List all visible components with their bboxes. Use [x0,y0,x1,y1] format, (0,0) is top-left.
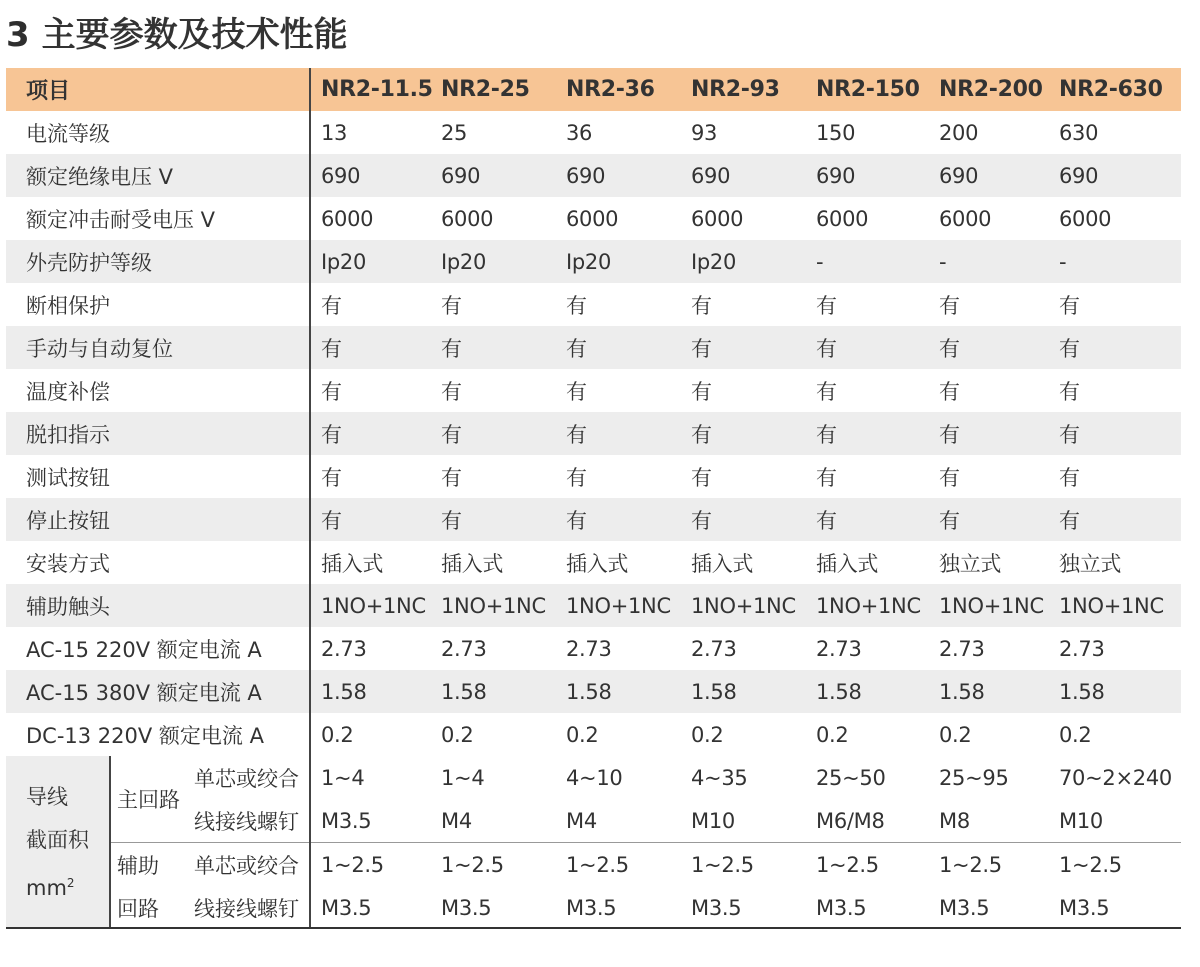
table-cell: 有 [310,369,435,412]
table-cell: 1.58 [685,670,810,713]
table-cell: 有 [560,498,685,541]
row-label: AC-15 220V 额定电流 A [26,637,262,662]
table-cell: Ip20 [435,240,560,283]
table-cell: 有 [939,465,960,490]
table-cell: 插入式 [441,551,504,576]
section-number: 3 [6,15,30,55]
wire-label-line-3 [26,862,109,910]
table-cell: 有 [310,455,435,498]
table-cell: 690 [685,154,810,197]
table-cell: 1NO+1NC [685,584,810,627]
table-cell: 有 [441,379,462,404]
table-cell: 有 [933,326,1053,369]
table-cell: 有 [810,498,933,541]
table-cell: 2.73 [566,636,612,661]
table-cell: 有 [560,326,685,369]
table-cell: 1.58 [1053,670,1181,713]
table-cell: 690 [310,154,435,197]
wire-label-line-2: 截面积 [26,827,89,852]
table-cell: 有 [685,326,810,369]
table-cell: 25 [441,120,468,145]
table-cell: 1.58 [560,670,685,713]
header-row [6,68,1181,111]
table-cell: 1NO+1NC [1053,584,1181,627]
table-cell: 6000 [1059,206,1112,231]
wire-row-label: 单芯或绞合 [188,843,310,887]
row-label: AC-15 380V 额定电流 A [6,670,310,713]
wire-row-label: 线接线螺钉 [194,896,299,921]
row-label: 额定冲击耐受电压 V [26,207,216,232]
table-cell: 1~2.5 [933,843,1053,887]
table-cell: 2.73 [441,636,487,661]
header-model-3: NR2-36 [560,68,685,111]
main-circuit-label: 主回路 [110,756,188,843]
row-label: 脱扣指示 [6,412,310,455]
table-cell: M3.5 [691,895,742,920]
table-cell: 690 [435,154,560,197]
table-row [6,326,1181,369]
wire-group-label [6,756,110,929]
header-model-2: NR2-25 [435,68,560,111]
table-cell: 4~10 [566,765,623,790]
table-cell: 1NO+1NC [560,584,685,627]
table-cell: M3.5 [1059,895,1110,920]
table-cell: 1.58 [810,670,933,713]
table-cell: 有 [691,465,712,490]
table-cell: 4~35 [691,765,748,790]
table-cell: 1NO+1NC [810,584,933,627]
table-cell: 插入式 [691,551,754,576]
table-row [6,455,1181,498]
table-cell: 插入式 [816,551,879,576]
table-row [6,412,1181,455]
table-cell: M10 [691,808,735,833]
table-row [6,369,1181,412]
table-cell: 13 [310,111,435,154]
table-cell: 有 [816,293,837,318]
table-row [6,541,1181,584]
section-title: 主要参数及技术性能 [41,15,348,55]
table-cell: 有 [810,412,933,455]
table-cell: 有 [435,412,560,455]
table-cell: 690 [1053,154,1181,197]
table-cell: 25~95 [939,765,1009,790]
table-cell: 有 [685,498,810,541]
table-cell: 有 [816,465,837,490]
table-cell: 0.2 [691,722,724,747]
table-cell: M3.5 [939,895,990,920]
table-cell: 6000 [691,206,744,231]
table-cell: Ip20 [685,240,810,283]
table-cell: 独立式 [939,551,1002,576]
specs-table-body [6,68,1181,929]
row-label: 手动与自动复位 [6,326,310,369]
table-cell: 有 [441,465,462,490]
table-cell: M4 [566,808,597,833]
wire-row-label: 单芯或绞合 [194,766,299,791]
row-label: 安装方式 [26,551,110,576]
wire-row-label: 线接线螺钉 [194,809,299,834]
table-cell: 有 [441,293,462,318]
table-cell: 6000 [939,206,992,231]
table-cell: 690 [810,154,933,197]
table-row [6,283,1181,326]
wire-row [6,886,1181,929]
table-cell: 2.73 [691,636,737,661]
table-cell: 0.2 [310,713,435,756]
table-cell: 2.73 [1059,636,1105,661]
wire-unit-superscript: 2 [66,875,75,890]
table-cell: 1.58 [435,670,560,713]
table-cell: 插入式 [310,541,435,584]
row-label: 电流等级 [26,121,110,146]
table-row [6,713,1181,756]
table-row [6,240,1181,283]
table-row [6,197,1181,240]
table-cell: 6000 [816,206,869,231]
table-cell: 有 [310,326,435,369]
table-cell: 有 [435,326,560,369]
table-cell: 2.73 [939,636,985,661]
table-cell: 2.73 [310,627,435,670]
table-bottom-rule [6,927,1181,929]
header-model-1: NR2-11.5 [310,68,435,111]
table-row [6,627,1181,670]
table-cell: 有 [939,293,960,318]
table-cell: 630 [1059,120,1099,145]
table-cell: M6/M8 [816,808,885,833]
table-cell: 0.2 [441,722,474,747]
table-cell: 2.73 [816,636,862,661]
table-cell: 6000 [441,206,494,231]
table-cell: 0.2 [816,722,849,747]
table-cell: M3.5 [310,799,435,843]
table-cell: 有 [939,379,960,404]
header-model-4: NR2-93 [685,68,810,111]
table-cell: 93 [691,120,718,145]
aux-circuit-label-2: 回路 [117,896,159,921]
table-cell: 1~4 [310,756,435,799]
table-cell: 有 [685,412,810,455]
table-cell: 150 [816,120,856,145]
table-cell: - [933,240,1053,283]
table-cell: 独立式 [1059,551,1122,576]
table-cell: Ip20 [310,240,435,283]
specs-table [6,68,1181,929]
table-cell: 690 [933,154,1053,197]
table-cell: 1NO+1NC [435,584,560,627]
table-cell: 有 [691,379,712,404]
table-cell: M3.5 [441,895,492,920]
header-model-7: NR2-630 [1053,68,1181,111]
table-cell: 70~2×240 [1059,765,1172,790]
table-cell: M3.5 [310,886,435,929]
table-cell: 有 [566,465,587,490]
header-model-5: NR2-150 [810,68,933,111]
table-cell: 1~2.5 [1053,843,1181,887]
table-cell: 0.2 [1059,722,1092,747]
table-cell: 0.2 [566,722,599,747]
table-cell: 有 [816,379,837,404]
table-cell: 1.58 [310,670,435,713]
aux-circuit-label-1: 辅助 [110,843,188,887]
table-cell: 6000 [310,197,435,240]
header-item-label: 项目 [6,68,310,111]
table-cell: M4 [441,808,472,833]
table-cell: 有 [566,293,587,318]
row-label: 温度补偿 [26,379,110,404]
table-cell: 25~50 [816,765,886,790]
table-cell: Ip20 [560,240,685,283]
table-cell: M3.5 [566,895,617,920]
table-cell: 36 [566,120,593,145]
table-cell: 有 [435,498,560,541]
table-cell: 1~2.5 [560,843,685,887]
table-cell: 有 [810,326,933,369]
table-cell: 有 [310,412,435,455]
table-cell: M8 [939,808,970,833]
header-model-6: NR2-200 [933,68,1053,111]
table-cell: 有 [1059,379,1080,404]
table-cell: - [810,240,933,283]
row-label: 辅助触头 [6,584,310,627]
wire-label-line-1: 导线 [26,784,68,809]
table-cell: 有 [1053,412,1181,455]
table-cell: 有 [1059,293,1080,318]
row-label: 外壳防护等级 [6,240,310,283]
table-cell: M3.5 [816,895,867,920]
table-cell: 1.58 [933,670,1053,713]
row-label: 测试按钮 [26,465,110,490]
row-label: DC-13 220V 额定电流 A [26,723,264,748]
table-cell: 1~2.5 [810,843,933,887]
table-cell: 有 [691,293,712,318]
table-cell: M10 [1059,808,1103,833]
table-cell: 有 [1059,465,1080,490]
table-cell: 1~2.5 [435,843,560,887]
table-row [6,111,1181,154]
table-row [6,498,1181,541]
page-title [6,8,348,62]
table-row [6,670,1181,713]
table-cell: 690 [560,154,685,197]
table-cell: 有 [933,412,1053,455]
table-cell: 1NO+1NC [310,584,435,627]
table-cell: 有 [933,498,1053,541]
table-cell: 1~4 [441,765,485,790]
table-cell: 有 [310,498,435,541]
table-cell: 有 [310,283,435,326]
row-label: 停止按钮 [6,498,310,541]
table-cell: 有 [560,412,685,455]
wire-row [6,843,1181,887]
wire-row [6,756,1181,799]
table-cell: 有 [1053,326,1181,369]
table-row [6,154,1181,197]
row-label: 断相保护 [26,293,110,318]
table-cell: 200 [939,120,979,145]
table-cell: - [1053,240,1181,283]
row-label: 额定绝缘电压 V [6,154,310,197]
wire-unit: mm [26,875,67,900]
table-cell: 有 [1053,498,1181,541]
table-cell: 6000 [566,206,619,231]
table-cell: 插入式 [566,551,629,576]
table-cell: 0.2 [939,722,972,747]
table-cell: 1~2.5 [685,843,810,887]
table-row [6,584,1181,627]
table-cell: 1NO+1NC [933,584,1053,627]
table-cell: 有 [566,379,587,404]
table-cell: 1~2.5 [310,843,435,887]
